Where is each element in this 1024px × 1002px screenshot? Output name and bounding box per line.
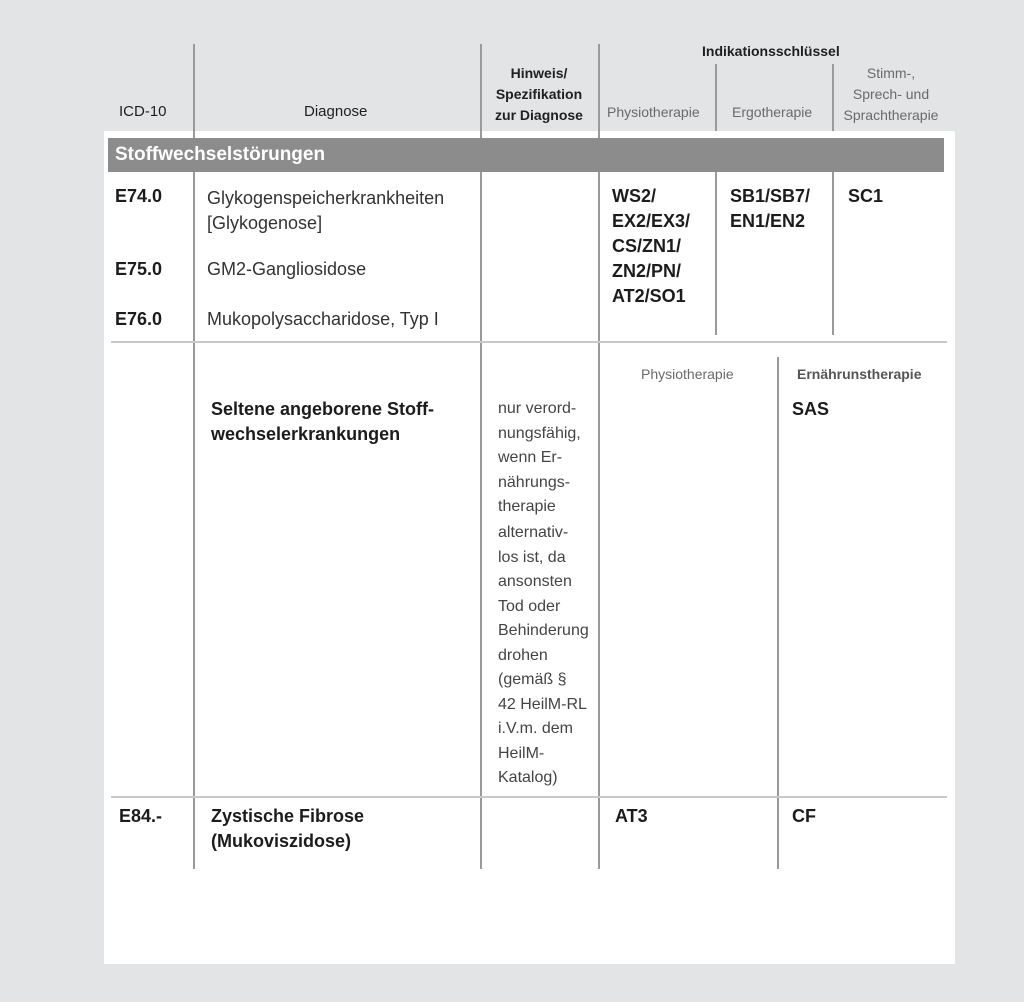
section-title: Stoffwechselstörungen: [108, 138, 944, 172]
column-divider: [832, 64, 834, 131]
hinweis-note: alternativ- los ist, da ansonsten Tod oder Behinderung drohen (gemäß § 42 HeilM-RL i.V.m. dem HeilM- Katalog): [498, 524, 589, 786]
subheader-physio: Physiotherapie: [641, 366, 734, 382]
diagnosis-text: Glykogenspeicherkrankheiten [Glykogenose]: [207, 188, 445, 233]
icd-code: E76.0: [115, 309, 163, 329]
diagnosis-text: Seltene angeborene Stoff- wechselerkrankungen: [211, 399, 435, 444]
header-diagnose: Diagnose: [304, 103, 368, 120]
header-ergo: Ergotherapie: [732, 104, 813, 120]
ergo-keys: SB1/SB7/ EN1/EN2: [730, 186, 811, 231]
row-divider: [111, 341, 947, 343]
header-stimm: Stimm-, Sprech- und Sprachtherapie: [843, 65, 939, 123]
subheader-ernaehrung: Ernährunstherapie: [797, 366, 922, 382]
column-divider: [715, 172, 717, 335]
header-hinweis: Hinweis/ Spezifikation zur Diagnose: [495, 65, 583, 123]
row-divider: [111, 796, 947, 798]
icd-code: E74.0: [115, 186, 163, 206]
header-physio: Physiotherapie: [607, 104, 700, 120]
diagnosis-text: Mukopolysaccharidose, Typ I: [207, 309, 439, 329]
header-indikation: Indikationsschlüssel: [702, 43, 840, 59]
diagnosis-text: Zystische Fibrose (Mukoviszidose): [211, 806, 365, 851]
stimm-keys: SC1: [848, 186, 884, 206]
icd-code: E84.-: [119, 806, 163, 826]
diagnosis-text: GM2-Gangliosidose: [207, 259, 367, 279]
column-divider: [777, 357, 779, 869]
ernaehrung-keys: CF: [792, 806, 816, 826]
header-icd: ICD-10: [119, 103, 167, 120]
physio-keys: AT3: [615, 806, 648, 826]
physio-keys: WS2/ EX2/EX3/ CS/ZN1/ ZN2/PN/ AT2/SO1: [612, 186, 691, 306]
column-divider: [832, 172, 834, 335]
ernaehrung-keys: SAS: [792, 399, 830, 419]
icd-code: E75.0: [115, 259, 163, 279]
column-divider: [715, 64, 717, 131]
hinweis-note: nur verord- nungsfähig, wenn Er- nährungs- therapie: [498, 400, 581, 515]
